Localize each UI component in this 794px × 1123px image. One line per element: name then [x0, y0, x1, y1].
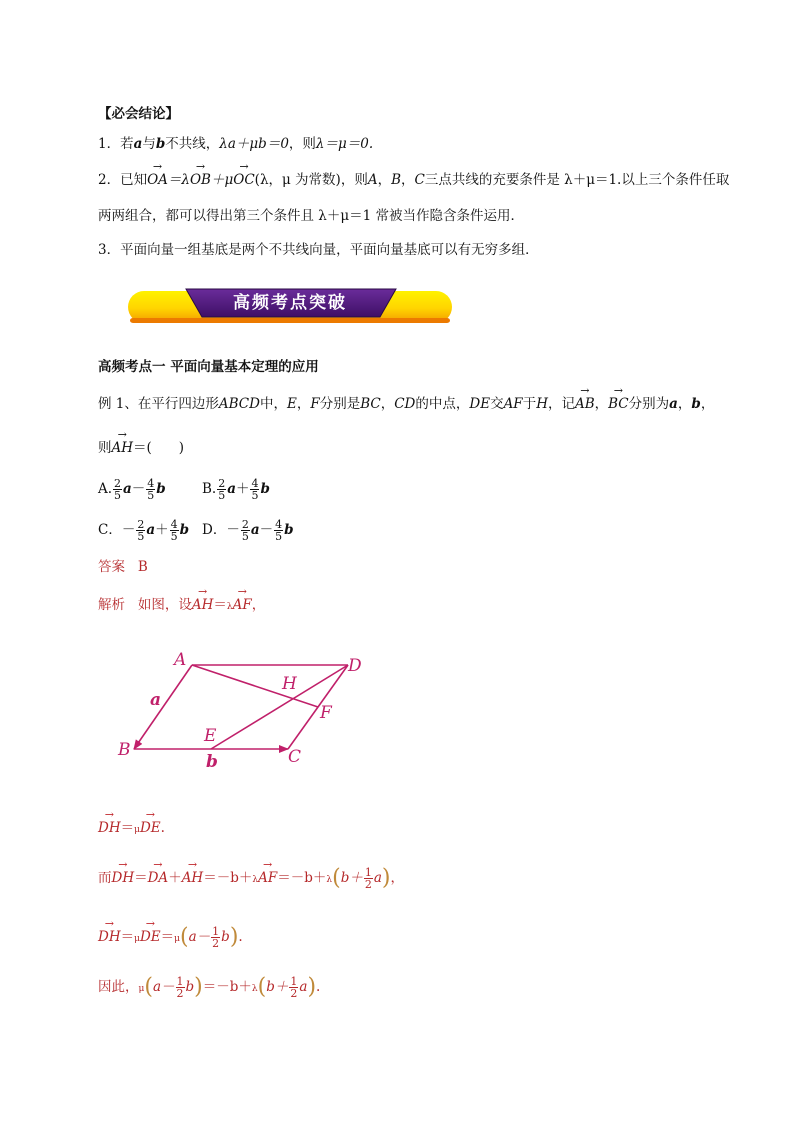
item-1: 1．若a与b不共线，λa＋μb＝0，则λ＝μ＝0. — [98, 136, 374, 152]
label-e: E — [204, 726, 217, 746]
derivation-line-4: 因此，μ(a－ $\frac{1}{2}$ b)＝－b＋λ(b＋ $\frac{1}{2}$ a). — [98, 974, 321, 1000]
option-c: C．－ $\frac{2}{5}$ a＋ $\frac{4}{5}$ b — [98, 518, 190, 543]
vector-bc: → BC — [608, 394, 629, 414]
label-h: H — [282, 674, 297, 694]
example-1-line-2: 则→ AH＝( ) — [98, 438, 184, 458]
vector-ob: → OB — [190, 170, 211, 190]
label-c: C — [288, 747, 302, 767]
label-b: B — [118, 740, 131, 760]
segment-af — [192, 665, 318, 707]
label-vector-a: a — [150, 690, 162, 710]
vector-de: → DE — [140, 818, 161, 838]
item-2: 2．已知→ OA＝λ→ OB＋μ→ OC(λ，μ 为常数)，则A，B，C三点共线的充要条件是 λ＋μ＝1.以上三个条件任取 — [98, 170, 729, 190]
vector-oa: → OA — [147, 170, 168, 190]
item-3: 3．平面向量一组基底是两个不共线向量，平面向量基底可以有无穷多组． — [98, 242, 539, 258]
example-1-line-1: 例 1、在平行四边形ABCD中，E，F分别是BC，CD的中点，DE交AF于H，记→ AB，→ BC分别为a，b， — [98, 394, 714, 414]
section-title: 【必会结论】 — [98, 106, 179, 122]
option-a: A. $\frac{2}{5}$ a－ $\frac{4}{5}$ b — [98, 477, 166, 502]
option-d: D．－ $\frac{2}{5}$ a－ $\frac{4}{5}$ b — [202, 518, 294, 543]
parallelogram-figure — [112, 645, 382, 775]
vector-ab: → AB — [575, 394, 595, 414]
kaodian-title: 高频考点一 平面向量基本定理的应用 — [98, 359, 319, 375]
answer: 答案 B — [98, 559, 148, 575]
derivation-line-1: → DH＝μ→ DE. — [98, 818, 165, 840]
vector-ah-analysis: → AH — [192, 595, 214, 615]
derivation-line-3: → DH＝μ→ DE＝μ(a－ $\frac{1}{2}$ b). — [98, 924, 243, 952]
vector-ah: → AH — [112, 438, 134, 458]
label-vector-b: b — [206, 752, 218, 772]
section-banner — [128, 287, 452, 325]
figure-svg — [112, 645, 382, 775]
label-a: A — [174, 650, 187, 670]
label-d: D — [348, 656, 362, 676]
option-b: B. $\frac{2}{5}$ a＋ $\frac{4}{5}$ b — [202, 477, 270, 502]
item-2-continued: 两两组合，都可以得出第三个条件且 λ＋μ＝1 常被当作隐含条件运用． — [98, 208, 525, 224]
derivation-line-2: 而→ DH＝→ DA＋→ AH＝－b＋λ→ AF＝－b＋λ(b＋ $\frac{1}{2}$ a)， — [98, 865, 404, 893]
edge-ab-vector — [134, 665, 192, 749]
vector-dh: → DH — [98, 818, 121, 838]
banner-title: 高频考点突破 — [233, 293, 347, 313]
analysis-line: 解析 如图，设→ AH＝λ→ AF， — [98, 595, 265, 617]
vector-af-analysis: → AF — [233, 595, 252, 615]
vector-oc: → OC — [233, 170, 254, 190]
label-f: F — [320, 703, 332, 723]
